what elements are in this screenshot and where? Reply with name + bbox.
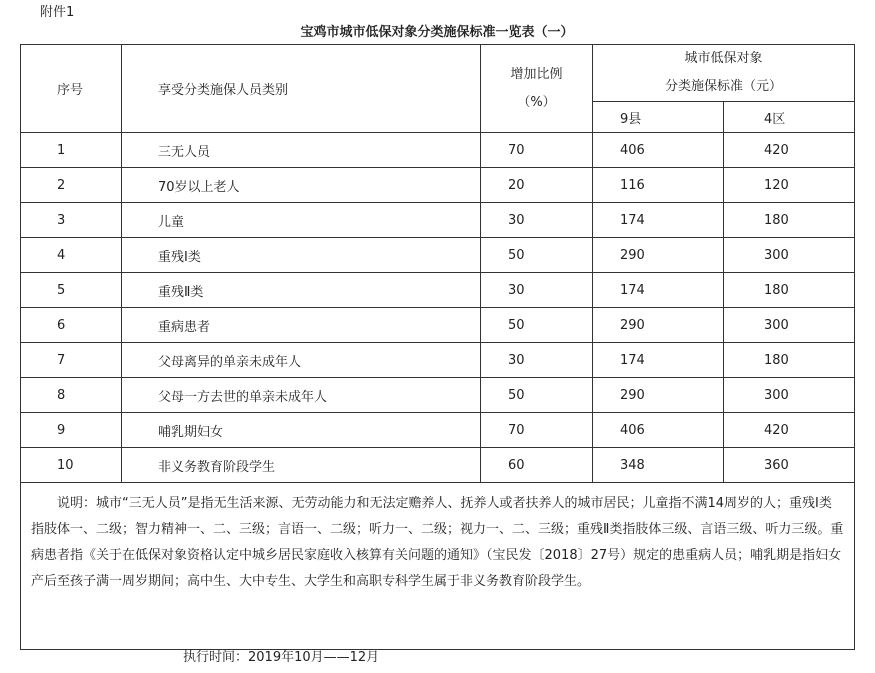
- cell-seq: 1: [21, 133, 122, 168]
- cell-seq: 2: [21, 168, 122, 203]
- table-row: [21, 238, 855, 273]
- cell-category: 父母离异的单亲未成年人: [122, 343, 481, 378]
- cell-districts: 420: [724, 133, 855, 168]
- note-row: [21, 483, 855, 650]
- cell-counties: 290: [593, 378, 724, 413]
- cell-districts: 180: [724, 273, 855, 308]
- header-increase-line1: 增加比例: [510, 66, 563, 82]
- header-districts: 4区: [724, 102, 855, 133]
- cell-category: 父母一方去世的单亲未成年人: [122, 378, 481, 413]
- table-row: [21, 343, 855, 378]
- cell-seq: 3: [21, 203, 122, 238]
- header-increase: [481, 45, 593, 133]
- header-standard: [593, 45, 855, 102]
- header-category: 享受分类施保人员类别: [122, 45, 481, 133]
- cell-districts: 360: [724, 448, 855, 483]
- cell-districts: 300: [724, 308, 855, 343]
- cell-increase: 50: [481, 378, 593, 413]
- cell-seq: 9: [21, 413, 122, 448]
- cell-category: 70岁以上老人: [122, 168, 481, 203]
- cell-increase: 30: [481, 203, 593, 238]
- table-row: [21, 413, 855, 448]
- cell-increase: 50: [481, 308, 593, 343]
- header-counties: 9县: [593, 102, 724, 133]
- cell-increase: 60: [481, 448, 593, 483]
- cell-category: 重残Ⅰ类: [122, 238, 481, 273]
- cell-counties: 174: [593, 343, 724, 378]
- header-increase-line2: （%）: [517, 94, 556, 110]
- note-text: 说明：城市“三无人员”是指无生活来源、无劳动能力和无法定赡养人、抚养人或者扶养人的城市居民；儿童指不满14周岁的人；重残Ⅰ类指肢体一、二级；智力精神一、二、三级；言语一、二级；听力一、二级；视力一、二、三级；重残Ⅱ类指肢体三级、言语三级、听力三级。重病患者指《关于在低保对象资格认定中城乡居民家庭收入核算有关问题的通知》（宝民发〔2018〕27号）规定的患重病人员；哺乳期是指妇女产后至孩子满一周岁期间；高中生、大中专生、大学生和高职专科学生属于非义务教育阶段学生。: [31, 496, 844, 589]
- cell-seq: 5: [21, 273, 122, 308]
- table-row: [21, 448, 855, 483]
- cell-category: 重病患者: [122, 308, 481, 343]
- table-row: [21, 168, 855, 203]
- table-row: [21, 308, 855, 343]
- cell-seq: 4: [21, 238, 122, 273]
- cell-districts: 300: [724, 378, 855, 413]
- cell-increase: 70: [481, 133, 593, 168]
- cell-increase: 70: [481, 413, 593, 448]
- table-row: [21, 378, 855, 413]
- cell-counties: 174: [593, 203, 724, 238]
- cell-increase: 30: [481, 273, 593, 308]
- note-cell: [21, 483, 855, 650]
- table-row: [21, 133, 855, 168]
- cell-seq: 10: [21, 448, 122, 483]
- cell-counties: 116: [593, 168, 724, 203]
- cell-districts: 300: [724, 238, 855, 273]
- cell-category: 哺乳期妇女: [122, 413, 481, 448]
- cell-category: 儿童: [122, 203, 481, 238]
- cell-increase: 50: [481, 238, 593, 273]
- cell-districts: 420: [724, 413, 855, 448]
- header-standard-line1: 城市低保对象: [684, 51, 763, 66]
- cell-seq: 6: [21, 308, 122, 343]
- header-standard-line2: 分类施保标准（元）: [665, 79, 783, 94]
- cell-counties: 290: [593, 238, 724, 273]
- cell-increase: 30: [481, 343, 593, 378]
- table-row: [21, 273, 855, 308]
- cell-districts: 120: [724, 168, 855, 203]
- cell-seq: 7: [21, 343, 122, 378]
- cell-districts: 180: [724, 343, 855, 378]
- attachment-label: 附件1: [40, 5, 75, 20]
- cell-counties: 406: [593, 413, 724, 448]
- cell-districts: 180: [724, 203, 855, 238]
- table-row: [21, 203, 855, 238]
- cell-counties: 406: [593, 133, 724, 168]
- header-seq: 序号: [21, 45, 122, 133]
- cell-category: 三无人员: [122, 133, 481, 168]
- header-row: [21, 45, 855, 102]
- cell-category: 非义务教育阶段学生: [122, 448, 481, 483]
- table-title: 宝鸡市城市低保对象分类施保标准一览表（一）: [300, 25, 574, 40]
- cell-category: 重残Ⅱ类: [122, 273, 481, 308]
- cell-counties: 290: [593, 308, 724, 343]
- cell-counties: 348: [593, 448, 724, 483]
- cell-increase: 20: [481, 168, 593, 203]
- execution-time: 执行时间：2019年10月——12月: [183, 650, 380, 665]
- cell-seq: 8: [21, 378, 122, 413]
- standards-table: [20, 44, 855, 650]
- cell-counties: 174: [593, 273, 724, 308]
